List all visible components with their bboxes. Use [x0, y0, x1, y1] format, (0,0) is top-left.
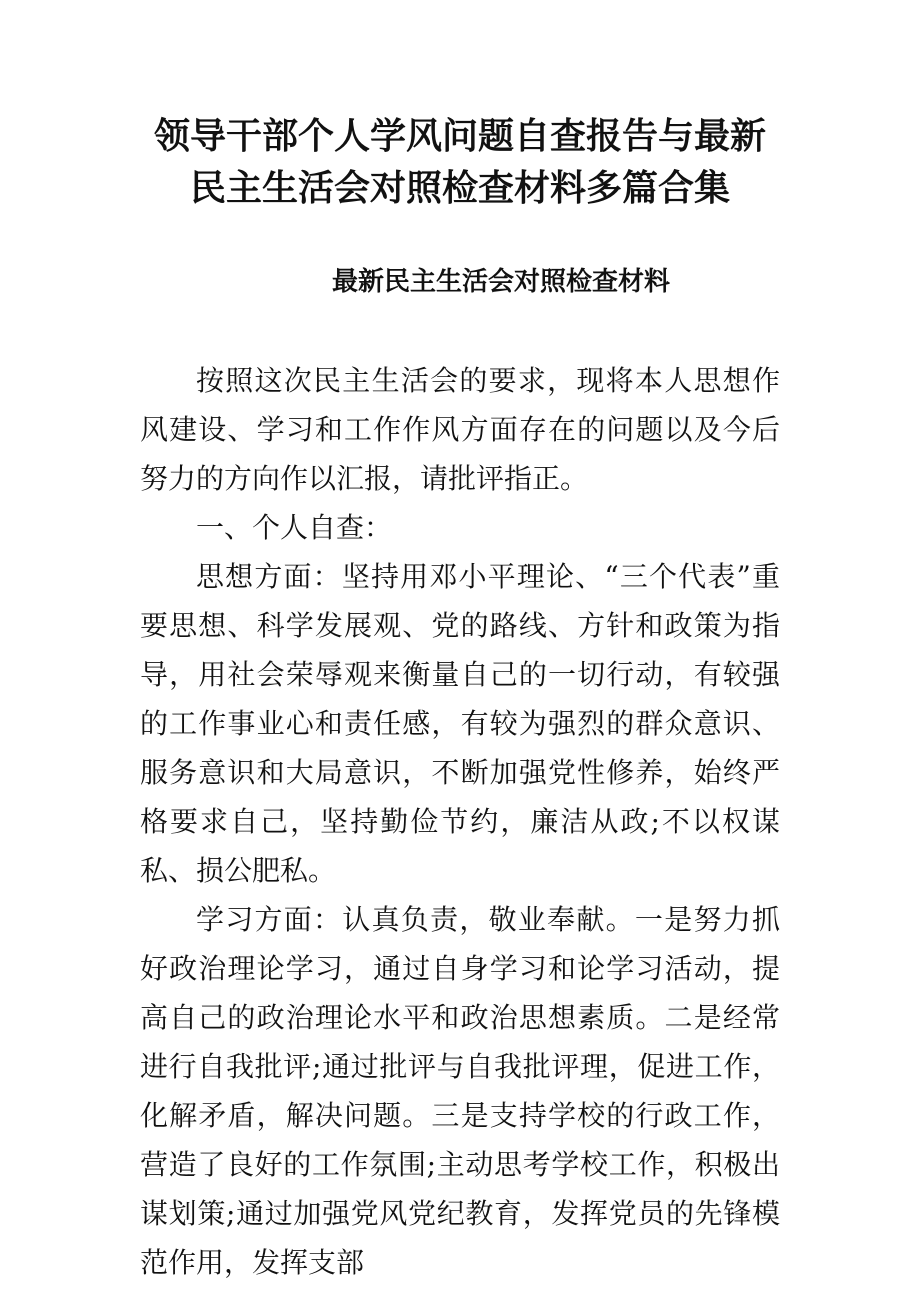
document-body [140, 356, 780, 1287]
paragraph-ideology: 思想方面：坚持用邓小平理论、“三个代表”重要思想、科学发展观、党的路线、方针和政策为指导，用社会荣辱观来衡量自己的一切行动，有较强的工作事业心和责任感，有较为强烈的群众意识、服务意识和大局意识，不断加强党性修养，始终严格要求自己，坚持勤俭节约，廉洁从政;不以权谋私、损公肥私。 [140, 560, 780, 887]
paragraph-intro: 按照这次民主生活会的要求，现将本人思想作风建设、学习和工作作风方面存在的问题以及今后努力的方向作以汇报，请批评指正。 [140, 364, 780, 495]
paragraph-heading-self-check: 一、个人自查： [196, 511, 393, 544]
section-heading: 最新民主生活会对照检查材料 [331, 267, 670, 297]
document-title: 领导干部个人学风问题自查报告与最新民主生活会对照检查材料多篇合集 [153, 115, 766, 209]
paragraph-study: 学习方面：认真负责，敬业奉献。一是努力抓好政治理论学习，通过自身学习和论学习活动，提高自己的政治理论水平和政治思想素质。二是经常进行自我批评;通过批评与自我批评理，促进工作，化解矛盾，解决问题。三是支持学校的行政工作，营造了良好的工作氛围;主动思考学校工作，积极出谋划策;通过加强党风党纪教育，发挥党员的先锋模范作用，发挥支部 [140, 903, 780, 1279]
